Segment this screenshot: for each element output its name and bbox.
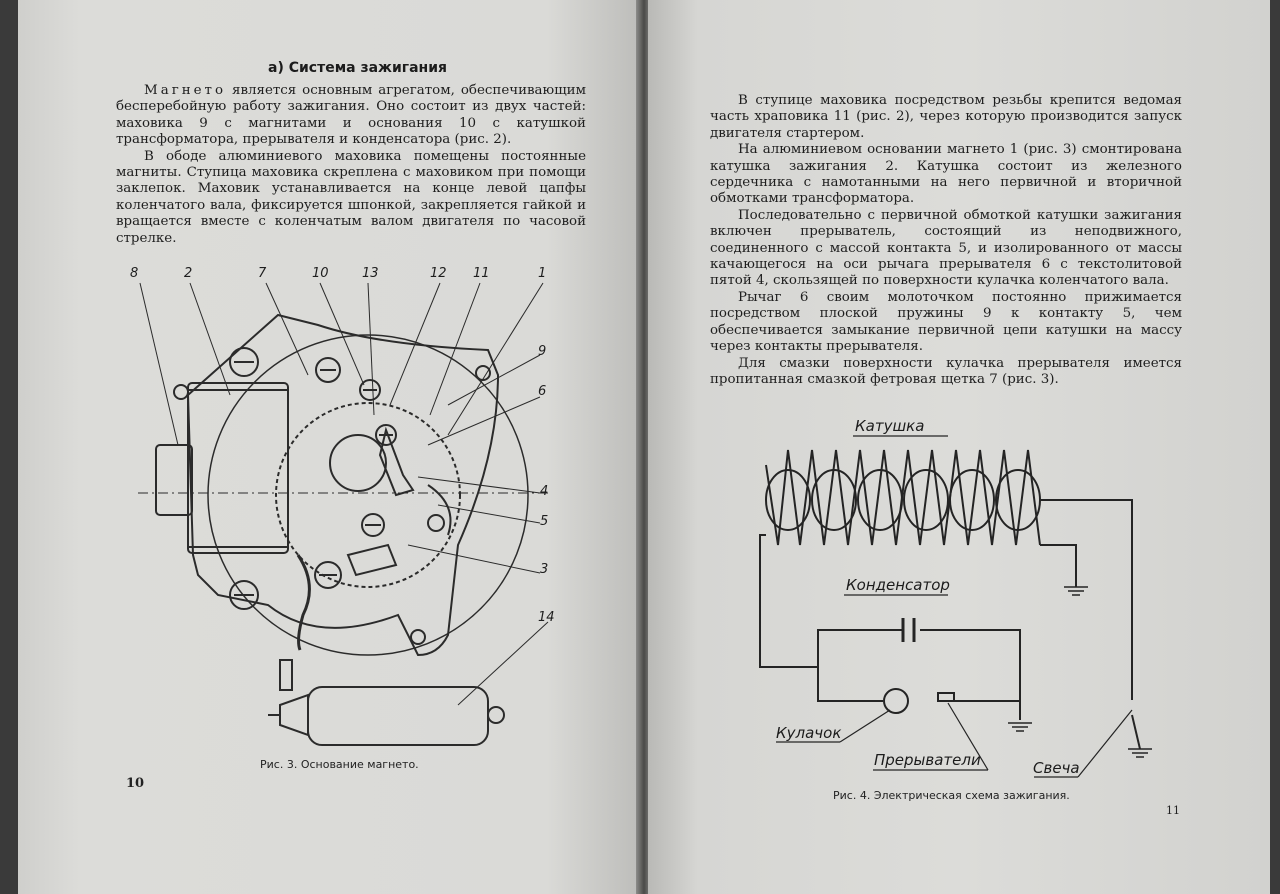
breaker-label: Прерыватели <box>874 751 981 769</box>
coil-label: Катушка <box>855 417 925 435</box>
callout-12: 12 <box>430 266 447 281</box>
paragraph: Последовательно с первичной обмоткой катушки зажигания включен прерыватель, состоящий из неподвижного, соединенного с массой контакта 5, и изолированного от массы качающегося на оси рычага прерывателя 6 с текстолитовой пятой 4, скользящей по поверхности кулачка коленчатого вала. <box>710 207 1182 289</box>
magneto-base-figure <box>18 255 640 755</box>
left-page-text <box>116 83 586 247</box>
figure-3-caption: Рис. 3. Основание магнето. <box>260 758 419 771</box>
ignition-circuit-diagram <box>648 405 1270 805</box>
paragraph-lead: Магнето <box>144 83 227 98</box>
callout-14: 14 <box>538 610 555 625</box>
paragraph: На алюминиевом основании магнето 1 (рис. 3) смонтирована катушка зажигания 2. Катушка состоит из железного сердечника с намотанными на него первичной и вторичной обмотками трансформатора. <box>710 142 1182 207</box>
callout-8: 8 <box>130 266 139 281</box>
callout-10: 10 <box>312 266 329 281</box>
figure-4-caption: Рис. 4. Электрическая схема зажигания. <box>833 789 1070 802</box>
cam-label: Кулачок <box>776 724 842 742</box>
callout-9: 9 <box>538 344 547 359</box>
paragraph: В ступице маховика посредством резьбы крепится ведомая часть храповика 11 (рис. 2), через которую производится запуск двигателя стартером. <box>710 93 1182 141</box>
callout-5: 5 <box>540 514 549 529</box>
page-number-left: 10 <box>126 776 145 791</box>
paragraph: Для смазки поверхности кулачка прерывателя имеется пропитанная смазкой фетровая щетка 7 (рис. 3). <box>710 355 1182 387</box>
callout-1: 1 <box>538 266 547 281</box>
callout-4: 4 <box>540 484 549 499</box>
paragraph-body: является основным агрегатом, обеспечивающим бесперебойную работу зажигания. Оно состоит из двух частей: маховика 9 с магнитами и основания 10 с катушкой трансформатора, прерывателя и конденсатора (рис. 2). <box>116 83 586 148</box>
section-heading: а) Система зажигания <box>268 60 448 76</box>
callout-7: 7 <box>258 266 267 281</box>
page-number-right: 11 <box>1166 804 1180 817</box>
callout-6: 6 <box>538 384 547 399</box>
paragraph: Рычаг 6 своим молоточком постоянно прижимается посредством плоской пружины 9 к контакту 5, чем обеспечивается замыкание первичной цепи катушки на массу через контакты прерывателя. <box>710 289 1182 355</box>
right-page-text <box>710 93 1182 388</box>
paragraph: В ободе алюминиевого маховика помещены постоянные магниты. Ступица маховика скреплена с маховиком при помощи заклепок. Маховик устанавливается на конце левой цапфы коленчатого вала, фиксируется шпонкой, закрепляется гайкой и вращается вместе с коленчатым валом двигателя по часовой стрелке. <box>116 148 586 246</box>
callout-2: 2 <box>184 266 193 281</box>
left-page <box>18 0 640 894</box>
callout-13: 13 <box>362 266 379 281</box>
condenser-label: Конденсатор <box>846 576 950 594</box>
callout-3: 3 <box>540 562 549 577</box>
callout-11: 11 <box>473 266 490 281</box>
right-page <box>648 0 1270 894</box>
paragraph <box>116 83 586 149</box>
spark-plug-label: Свеча <box>1033 759 1080 777</box>
